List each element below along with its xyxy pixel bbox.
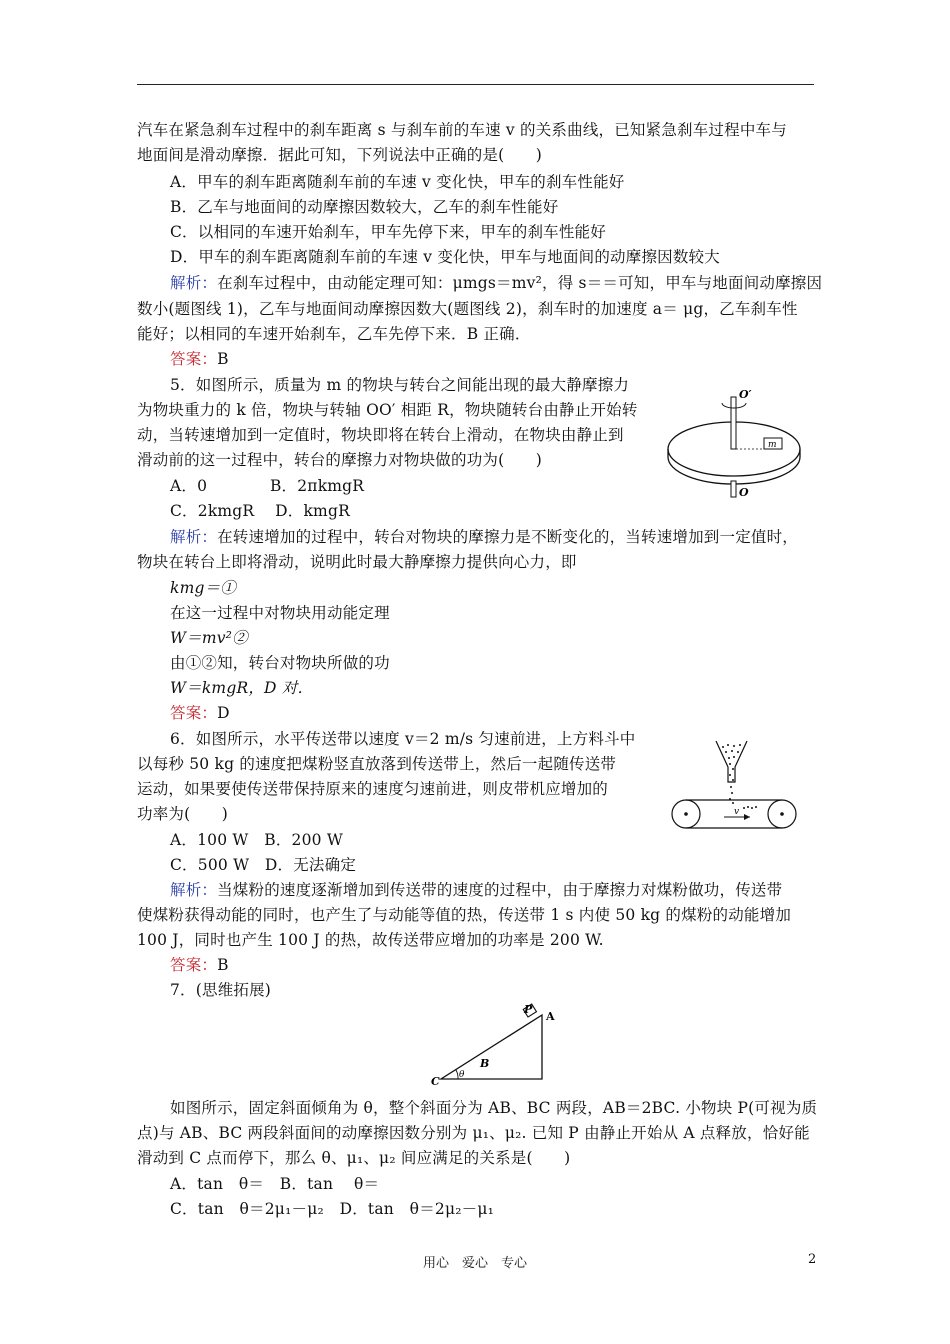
analysis-label: 解析： bbox=[170, 274, 218, 292]
analysis-line bbox=[170, 880, 782, 900]
answer-label: 答案： bbox=[170, 956, 218, 974]
velocity-label: v bbox=[734, 807, 740, 817]
text-line: 动，当转速增加到一定值时，物块即将在转台上滑动，在物块由静止到 bbox=[137, 426, 624, 444]
text-line: 点)与 AB、BC 两段斜面间的动摩擦因数分别为 μ₁、μ₂. 已知 P 由静止开始从 A 点释放，恰好能 bbox=[137, 1124, 810, 1142]
equation-2: W＝mv²② bbox=[170, 629, 248, 647]
point-a-label: A bbox=[546, 1010, 555, 1023]
text-line: 滑动前的这一过程中，转台的摩擦力对物块做的功为( ) bbox=[137, 451, 542, 469]
point-p-label: P bbox=[524, 1003, 533, 1016]
answer-label: 答案： bbox=[170, 704, 218, 722]
options-ab: A．100 W B．200 W bbox=[170, 831, 343, 849]
text-line: 地面间是滑动摩擦．据此可知，下列说法中正确的是( ) bbox=[137, 146, 542, 164]
analysis-text: 在刹车过程中，由动能定理可知：μmgs＝mv²，得 s＝＝可知，甲车与地面间动摩擦因 bbox=[217, 274, 823, 292]
text-line: 能好；以相同的车速开始刹车，乙车先停下来．B 正确． bbox=[137, 325, 531, 343]
header-rule bbox=[137, 84, 814, 85]
answer-value: B bbox=[217, 956, 229, 974]
analysis-line bbox=[170, 273, 822, 293]
text-line: 由①②知，转台对物块所做的功 bbox=[170, 654, 390, 672]
answer-value: B bbox=[217, 350, 229, 368]
point-c-label: C bbox=[431, 1075, 440, 1088]
options-ab: A．tan θ＝ B．tan θ＝ bbox=[170, 1175, 380, 1193]
question-5: 5．如图所示，质量为 m 的物块与转台之间能出现的最大静摩擦力 bbox=[170, 376, 630, 394]
option-c: C．以相同的车速开始刹车，甲车先停下来，甲车的刹车性能好 bbox=[170, 223, 606, 241]
text-line: 运动，如果要使传送带保持原来的速度匀速前进，则皮带机应增加的 bbox=[137, 780, 609, 798]
question-7: 7．(思维拓展) bbox=[170, 981, 272, 999]
equation-3: W＝kmgR，D 对． bbox=[170, 679, 314, 697]
options-cd: C．500 W D．无法确定 bbox=[170, 856, 357, 874]
answer-label: 答案： bbox=[170, 350, 218, 368]
text-line: 100 J，同时也产生 100 J 的热，故传送带应增加的功率是 200 W. bbox=[137, 931, 604, 949]
options-cd: C．tan θ＝2μ₁－μ₂ D．tan θ＝2μ₂－μ₁ bbox=[170, 1200, 495, 1218]
question-6: 6．如图所示，水平传送带以速度 v＝2 m/s 匀速前进，上方料斗中 bbox=[170, 730, 636, 748]
axis-top-label: O′ bbox=[739, 388, 752, 401]
options-ab: A．0 B．2πkmgR bbox=[170, 477, 365, 495]
conveyor-figure bbox=[668, 737, 803, 832]
axis-bottom-label: O bbox=[739, 486, 749, 499]
option-a: A．甲车的刹车距离随刹车前的车速 v 变化快，甲车的刹车性能好 bbox=[170, 173, 625, 191]
answer-line bbox=[170, 955, 229, 975]
analysis-text: 在转速增加的过程中，转台对物块的摩擦力是不断变化的，当转速增加到一定值时， bbox=[217, 528, 799, 546]
text-line: 使煤粉获得动能的同时，也产生了与动能等值的热，传送带 1 s 内使 50 kg 的煤粉的动能增加 bbox=[137, 906, 792, 924]
turntable-figure bbox=[660, 383, 810, 503]
block-label: m bbox=[768, 440, 777, 450]
analysis-label: 解析： bbox=[170, 881, 218, 899]
text-line: 物块在转台上即将滑动，说明此时最大静摩擦力提供向心力，即 bbox=[137, 553, 577, 571]
answer-value: D bbox=[217, 704, 230, 722]
text-line: 汽车在紧急刹车过程中的刹车距离 s 与刹车前的车速 v 的关系曲线，已知紧急刹车过程中车与 bbox=[137, 121, 787, 139]
text-line: 以每秒 50 kg 的速度把煤粉竖直放落到传送带上，然后一起随传送带 bbox=[137, 755, 617, 773]
analysis-text: 当煤粉的速度逐渐增加到传送带的速度的过程中，由于摩擦力对煤粉做功，传送带 bbox=[217, 881, 783, 899]
text-line: 数小(题图线 1)，乙车与地面间动摩擦因数大(题图线 2)，刹车时的加速度 a＝ μg，乙车刹车性 bbox=[137, 300, 798, 318]
footer-text: 用心 爱心 专心 bbox=[422, 1256, 527, 1271]
analysis-label: 解析： bbox=[170, 528, 218, 546]
text-line: 如图所示，固定斜面倾角为 θ，整个斜面分为 AB、BC 两段，AB＝2BC. 小物块 P(可视为质 bbox=[170, 1099, 818, 1117]
coal-dots bbox=[722, 744, 757, 809]
angle-label: θ bbox=[459, 1070, 465, 1080]
options-cd: C．2kmgR D．kmgR bbox=[170, 502, 350, 520]
text-line: 在这一过程中对物块用动能定理 bbox=[170, 604, 390, 622]
option-d: D．甲车的刹车距离随刹车前的车速 v 变化快，甲车与地面间的动摩擦因数较大 bbox=[170, 248, 720, 266]
text-line: 功率为( ) bbox=[137, 805, 228, 823]
point-b-label: B bbox=[480, 1057, 490, 1070]
incline-figure bbox=[425, 1003, 560, 1088]
answer-line bbox=[170, 703, 230, 723]
equation-1: kmg＝① bbox=[170, 579, 237, 597]
text-line: 为物块重力的 k 倍，物块与转轴 OO′ 相距 R，物块随转台由静止开始转 bbox=[137, 401, 638, 419]
analysis-line bbox=[170, 527, 798, 547]
page-number: 2 bbox=[808, 1252, 817, 1267]
text-line: 滑动到 C 点而停下，那么 θ、μ₁、μ₂ 间应满足的关系是( ) bbox=[137, 1149, 571, 1167]
option-b: B．乙车与地面间的动摩擦因数较大，乙车的刹车性能好 bbox=[170, 198, 559, 216]
answer-line bbox=[170, 349, 229, 369]
